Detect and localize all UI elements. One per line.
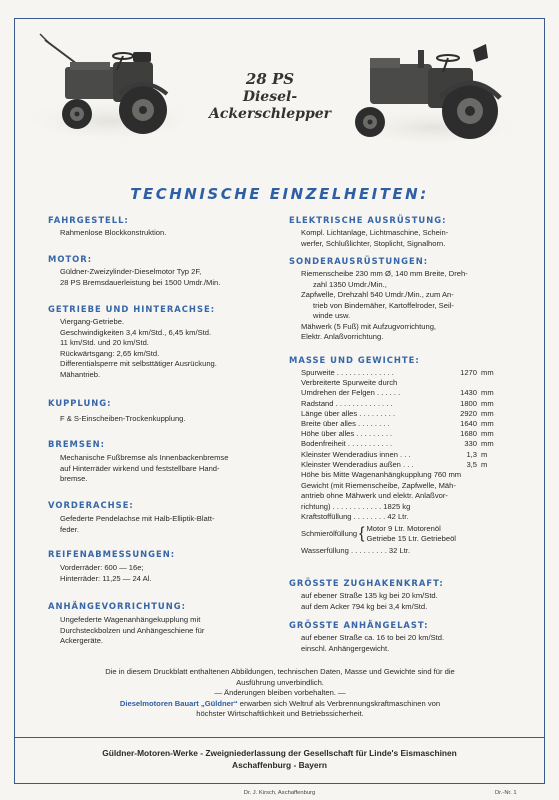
section-heading: GRÖSSTE ZUGHAKENKRAFT: [289,578,444,588]
document-number: Dr.-Nr. 1 [495,790,517,796]
spec-unit: mm [481,368,494,377]
section-text: werfer, Schlußlichter, Stoplicht, Signalhorn. [301,238,446,248]
tractor-photo-right [348,36,518,144]
disclaimer-line: Ausführung unverbindlich. [236,677,324,687]
section-text: Ungefederte Wagenanhängekupplung mit [60,615,201,624]
section-text: richtung) . . . . . . . . . . . . 1825 kg [301,501,411,511]
section-getriebe [48,304,280,380]
disclaimer-line: — Änderungen bleiben vorbehalten. — [214,688,346,697]
brand-text: erwarben sich Weltruf als Verbrennungskraftmaschinen von [237,698,441,708]
section-text: Ackergeräte. [60,636,104,645]
spec-row [301,439,521,449]
section-text: trieb von Bindemäher, Kartoffelroder, Seil- [313,300,454,310]
section-masse [289,355,521,556]
section-text: Kompl. Lichtanlage, Lichtmaschine, Schein- [301,228,449,237]
spec-row [301,450,521,460]
spec-unit: m [481,459,488,469]
spec-value: 1800 [460,398,477,408]
section-sonder [289,256,521,343]
section-bremsen [48,439,280,485]
spec-value: 1,3 [466,449,477,459]
schmier-getriebe: Getriebe 15 Ltr. Getriebeöl [366,533,456,543]
section-text: 11 km/Std. und 20 km/Std. [60,338,149,347]
section-text: Gefederte Pendelachse mit Halb-Elliptik-Blatt- [60,514,215,523]
section-anhaengelast [289,620,521,654]
spec-value: 1680 [460,429,477,439]
title-line-1: 28 PS [245,70,295,88]
section-text: feder. [60,524,79,534]
section-heading: ELEKTRISCHE AUSRÜSTUNG: [289,215,447,225]
disclaimer-line: Die in diesem Druckblatt enthaltenen Abbildungen, technischen Daten, Masse und Gewichte sind für die [105,667,455,676]
section-heading: KUPPLUNG: [48,398,112,408]
section-heading: FAHRGESTELL: [48,215,129,225]
spec-value [441,378,481,388]
section-text: einschl. Anhängergewicht. [301,643,390,653]
title-line-3: Ackerschlepper [208,106,332,123]
printer-credit: Dr. J. Kirsch, Aschaffenburg [243,790,316,796]
spec-row [301,399,521,409]
spec-label: Verbreiterte Spurweite durch [301,378,398,388]
section-text: Riemenscheibe 230 mm Ø, 140 mm Breite, Dreh- [301,269,468,278]
section-text: bremse. [60,474,88,483]
section-motor [48,254,280,288]
section-text: Kraftstoffüllung . . . . . . . . 42 Ltr. [301,512,409,522]
brace-icon: { [359,524,365,542]
section-text: Geschwindigkeiten 3,4 km/Std., 6,45 km/Std. [60,327,212,337]
section-fahrgestell [48,215,280,239]
section-text: antrieb ohne Mähwerk und elektr. Anlaßvor- [301,491,448,501]
spec-unit: mm [481,388,494,398]
spec-row [301,460,521,470]
schmier-label: Schmierölfüllung [301,529,358,539]
section-heading: MASSE UND GEWICHTE: [289,355,420,365]
section-text: Rückwärtsgang: 2,65 km/Std. [60,348,160,358]
section-text: Viergang-Getriebe. [60,317,125,326]
spec-value: 3,5 [466,459,477,469]
spec-row [301,378,521,388]
section-text: Wasserfüllung . . . . . . . . . 32 Ltr. [301,545,411,555]
spec-label: Kleinster Wenderadius innen . . . [301,449,411,459]
section-text: 28 PS Bremsdauerleistung bei 1500 Umdr./Min. [60,277,221,287]
company-footer [14,737,545,771]
spec-unit: mm [481,429,494,439]
section-text: Elektr. Anlaßvorrichtung. [301,332,384,341]
spec-value: 2920 [460,408,477,418]
spec-label: Kleinster Wenderadius außen . . . [301,459,414,469]
spec-value: 1270 [460,368,477,377]
spec-label: Höhe über alles . . . . . . . . . [301,429,393,439]
section-text: Hinterräder: 11,25 — 24 Al. [60,573,152,583]
section-elektrisch [289,215,521,249]
schmier-group [289,524,521,544]
section-text: Gewicht (mit Riemenscheibe, Zapfwelle, Mäh- [301,480,456,490]
section-text: auf dem Acker 794 kg bei 3,4 km/Std. [301,601,428,611]
section-heading: VORDERACHSE: [48,500,134,510]
spec-label: Radstand . . . . . . . . . . . . . . [301,398,393,408]
section-text: auf Hinterräder wirkend und feststellbare Hand- [60,463,220,473]
section-heading: BREMSEN: [48,439,105,449]
document-title [200,70,340,124]
main-heading: TECHNISCHE EINZELHEITEN: [130,185,429,203]
spec-row [301,388,521,398]
spec-unit: mm [481,419,494,429]
spec-row [301,419,521,429]
section-reifen [48,549,280,584]
spec-row [301,368,521,378]
section-text: zahl 1350 Umdr./Min., [313,279,387,289]
spec-row [301,429,521,439]
section-vorderachse [48,500,280,535]
section-heading: GETRIEBE UND HINTERACHSE: [48,304,216,314]
spec-value: 1640 [460,419,477,429]
section-heading: REIFENABMESSUNGEN: [48,549,176,559]
section-text: Güldner-Zweizylinder-Dieselmotor Typ 2F, [60,267,202,276]
spec-label: Länge über alles . . . . . . . . . [301,408,396,418]
spec-unit: m [481,449,488,459]
section-text: Mähwerk (5 Fuß) mit Aufzugvorrichtung, [301,321,437,331]
title-line-2: Diesel- [242,88,298,105]
section-text: Rahmenlose Blockkonstruktion. [60,228,167,237]
spec-label: Umdrehen der Felgen . . . . . . [301,388,401,398]
section-text: winde usw. [313,311,351,320]
schmier-motor: Motor 9 Ltr. Motorenöl [366,523,441,533]
spec-value: 1430 [460,388,477,398]
spec-unit: mm [481,398,494,408]
brand-line [30,699,530,710]
section-heading: ANHÄNGEVORRICHTUNG: [48,601,186,611]
spec-unit: mm [481,408,494,418]
spec-label: Bodenfreiheit . . . . . . . . . . . [301,439,393,449]
section-heading: GRÖSSTE ANHÄNGELAST: [289,620,429,630]
section-text: F & S-Einscheiben-Trockenkupplung. [60,414,186,423]
brand-name: Dieselmotoren Bauart „Güldner“ [119,698,238,708]
section-text: Mähantrieb. [60,369,101,379]
section-anhaengevorrichtung [48,601,280,647]
section-text: Zapfwelle, Drehzahl 540 Umdr./Min., zum An- [301,290,454,299]
tractor-photo-left [25,22,185,140]
section-zughaken [289,578,521,612]
section-heading: SONDERAUSRÜSTUNGEN: [289,256,429,266]
spec-row [301,409,521,419]
section-text: Mechanische Fußbremse als Innenbackenbremse [60,453,229,462]
disclaimer-line: höchster Wirtschaftlichkeit und Betriebssicherheit. [196,709,364,718]
section-text: Höhe bis Mitte Wagenanhängkupplung 760 mm [301,470,462,480]
section-heading: MOTOR: [48,254,93,264]
spec-unit: mm [481,439,494,449]
section-text: Differentialsperre mit selbsttätiger Ausrückung. [60,359,217,368]
section-text: auf ebener Straße ca. 16 to bei 20 km/Std. [301,633,445,642]
spec-value: 330 [464,439,477,449]
company-line: Güldner-Motoren-Werke - Zweigniederlassung der Gesellschaft für Linde's Eismaschinen [102,748,457,758]
section-text: Durchsteckbolzen und Anhängeschiene für [60,625,205,635]
company-city: Aschaffenburg - Bayern [232,760,327,770]
section-text: Vorderräder: 600 — 16e; [60,563,144,572]
spec-label: Breite über alles . . . . . . . . [301,419,390,429]
disclaimer [30,667,530,720]
section-text: auf ebener Straße 135 kg bei 20 km/Std. [301,591,438,600]
section-kupplung [48,398,280,425]
spec-label: Spurweite . . . . . . . . . . . . . . [301,368,394,377]
spec-unit [481,378,521,388]
